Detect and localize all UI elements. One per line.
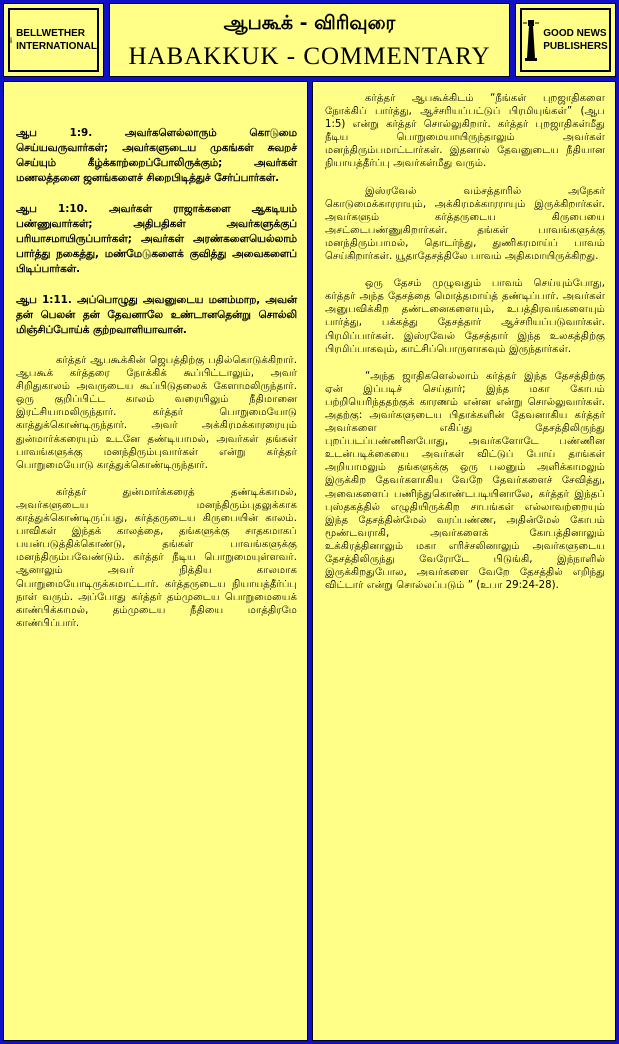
left-logo-line1: BELLWETHER (16, 28, 85, 39)
commentary-paragraph: கர்த்தர் ஆபகூக்கிடம் “நீங்கள் புறஜாதிகளை நோக்கிப் பார்த்து, ஆச்சரியப்பட்டுப் பிரமியுங்கள்” (ஆப 1:5) என்று கர்த்தர் சொல்லுகிறார். கர்த்தர் புறஜாதிகள்மீது நீடிய பொறுமையாயிருந்தாலும் அவர்கள் மனந்திரும்பமாட்டார்கள். இதனால் தேவனுடைய நீதியான நியாயத்தீர்ப்பு அவர்கள்மீது வரும். (325, 93, 605, 170)
commentary-paragraph: ஒரு தேசம் முழுவதும் பாவம் செய்யும்போது, கர்த்தர் அந்த தேசத்தை மொத்தமாய்த் தண்டிப்பார். அவர்கள் அனுபவிக்கிற தண்டனைகளையும், உபத்திரவங்களையும் பார்த்து, பக்கத்து தேசத்தார் ஆச்சரியப்படுவார்கள். பிரமிப்பார்கள். இஸ்ரவேல் தேசத்தார் இந்த உலகத்திற்கு பிரமிப்பாகவும், காட்சிப்பொருளாகவும் இருந்தார்கள். (325, 278, 605, 355)
commentary-paragraph: “அந்த ஜாதிகளெல்லாம் கர்த்தர் இந்த தேசத்திற்கு ஏன் இப்படிச் செய்தார்; இந்த மகா கோபம் பற்றியெரிந்ததற்குக் காரணம் என்ன என்று சொல்லுவார்கள். அதற்கு: அவர்களுடைய பிதாக்களின் தேவனாகிய கர்த்தர் அவர்களை எகிப்து தேசத்திலிருந்து புறப்படப்பண்ணினபோது, அவர்களோடே பண்ணின உடன்படிக்கையை அவர்கள் விட்டுப் போய் தாங்கள் அறியாமலும் தங்களுக்கு ஒரு பலனும் அளிக்காமலும் இருக்கிற தேவர்களாகிய வேறே தேவர்களைச் சேவித்து, அவைகளைப் பணிந்துகொண்டபடியினாலே, கர்த்தர் இந்தப் புஸ்தகத்தில் எழுதியிருக்கிற சாபங்கள் எல்லாவற்றையும் இந்த தேசத்தின்மேல் வரப்பண்ண, அதின்மேல் கோபம் மூண்டவராகி, அவர்களைக் கோபத்தினாலும் உக்கிரத்தினாலும் மகா எரிச்சலினாலும் அவர்களுடைய தேசத்திலிருந்து வேரோடே பிடுங்கி, இந்நாளில் இருக்கிறதுபோல, அவர்களை வேறே தேசத்தில் எறிந்து விட்டார் என்று சொல்லப்படும் ” (உபா 29:24-28). (325, 370, 605, 592)
title-tamil: ஆபகூக் - விரிவுரை (223, 12, 396, 34)
verse-1-9: ஆப 1:9. அவர்களெல்லாரும் கொடுமை செய்யவருவார்கள்; அவர்களுடைய முகங்கள் சுவறச் செய்யும் கீழ்க்காற்றைப்போலிருக்கும்; அவர்கள் மணலத்தனை ஜனங்களைச் சிறைபிடித்துச் சேர்ப்பார்கள். (16, 127, 297, 184)
left-logo-line2: INTERNATIONAL (16, 41, 97, 52)
bellwether-logo (3, 3, 104, 77)
bellwether-logo-frame (8, 8, 99, 72)
good-news-logo (515, 3, 616, 77)
lighthouse-icon (523, 18, 539, 62)
right-logo-line1: GOOD NEWS (543, 28, 607, 39)
right-column (312, 81, 616, 1041)
verse-1-10: ஆப 1:10. அவர்கள் ராஜாக்களை ஆகடியம் பண்ணுவார்கள்; அதிபதிகள் அவர்களுக்குப் பரியாசமாயிருப்பார்கள்; அவர்கள் அரண்களையெல்லாம் பார்த்து நகைத்து, மண்மேடுகளைக் குவித்து அவைகளைப் பிடிப்பார்கள். (16, 203, 297, 275)
title-banner (109, 3, 510, 77)
verse-1-11: ஆப 1:11. அப்பொழுது அவனுடைய மனம்மாற, அவன் தன் பெலன் தன் தேவனாலே உண்டானதென்று சொல்லி மிஞ்சிப்போய்க் குற்றவாளியாவான். (16, 294, 297, 336)
lighthouse-icon (10, 18, 12, 62)
commentary-paragraph: இஸ்ரவேல் வம்சத்தாரில் அநேகர் கொடுமைக்காரராயும், அக்கிரமக்காரராயும் இருக்கிறார்கள். அவர்களும் கர்த்தருடைய கிருபையை அசட்டைபண்ணுகிறார்கள். தங்கள் பாவங்களுக்கு மனந்திரும்பாமல், தொடர்ந்து, துணிகரமாய்ப் பாவம் செய்கிறார்கள். யூதாதேசத்திலே பாவம் அதிகமாயிருக்கிறது. (325, 185, 605, 263)
left-column (3, 81, 308, 1041)
good-news-logo-frame (520, 8, 611, 72)
commentary-paragraph: கர்த்தர் துன்மார்க்கரைத் தண்டிக்காமல், அவர்களுடைய மனந்திரும்புதலுக்காக காத்துக்கொண்டிருப்பது, கர்த்தருடைய கிருபையின் காலம். பாவிகள் இந்தக் காலத்தை, தங்களுக்கு சாதகமாகப் பயன்படுத்திக்கொண்டு, தங்கள் பாவங்களுக்கு மனந்திரும்பவேண்டும். கர்த்தர் நீடிய பொறுமையுள்ளவர். ஆனாலும் அவர் நித்திய காலமாக பொறுமையோடிருக்கமாட்டார். கர்த்தருடைய நியாயத்தீர்ப்பு நாள் வரும். அப்போது கர்த்தர் தம்முடைய பொறுமையைக் காண்பிக்காமல், தம்முடைய நீதியை மாத்திரமே காண்பிப்பார். (16, 486, 297, 629)
right-logo-line2: PUBLISHERS (543, 41, 608, 52)
commentary-paragraph: கர்த்தர் ஆபகூக்கின் ஜெபத்திற்கு பதில்கொடுக்கிறார். ஆபகூக் கர்த்தரை நோக்கிக் கூப்பிட்டாலும், அவர் சிறிதுகாலம் அவருடைய கூப்பிடுதலைக் கேளாமலிருந்தார். ஒரு குறிப்பிட்ட காலம் வரையிலும் நீதிமானை இரட்சியாமலிருந்தார். கர்த்தர் பொறுமையோடு காத்துக்கொண்டிருந்தார். அவர் அக்கிரமக்காரரையும் துன்மார்க்கரையும் உடனே தண்டியாமல், அவர்கள் தங்கள் பாவங்களுக்கு மனந்திரும்புவார்கள் என்று கர்த்தர் பொறுமையோடு காத்துக்கொண்டிருந்தார். (16, 355, 297, 471)
title-english: HABAKKUK - COMMENTARY (128, 43, 491, 70)
